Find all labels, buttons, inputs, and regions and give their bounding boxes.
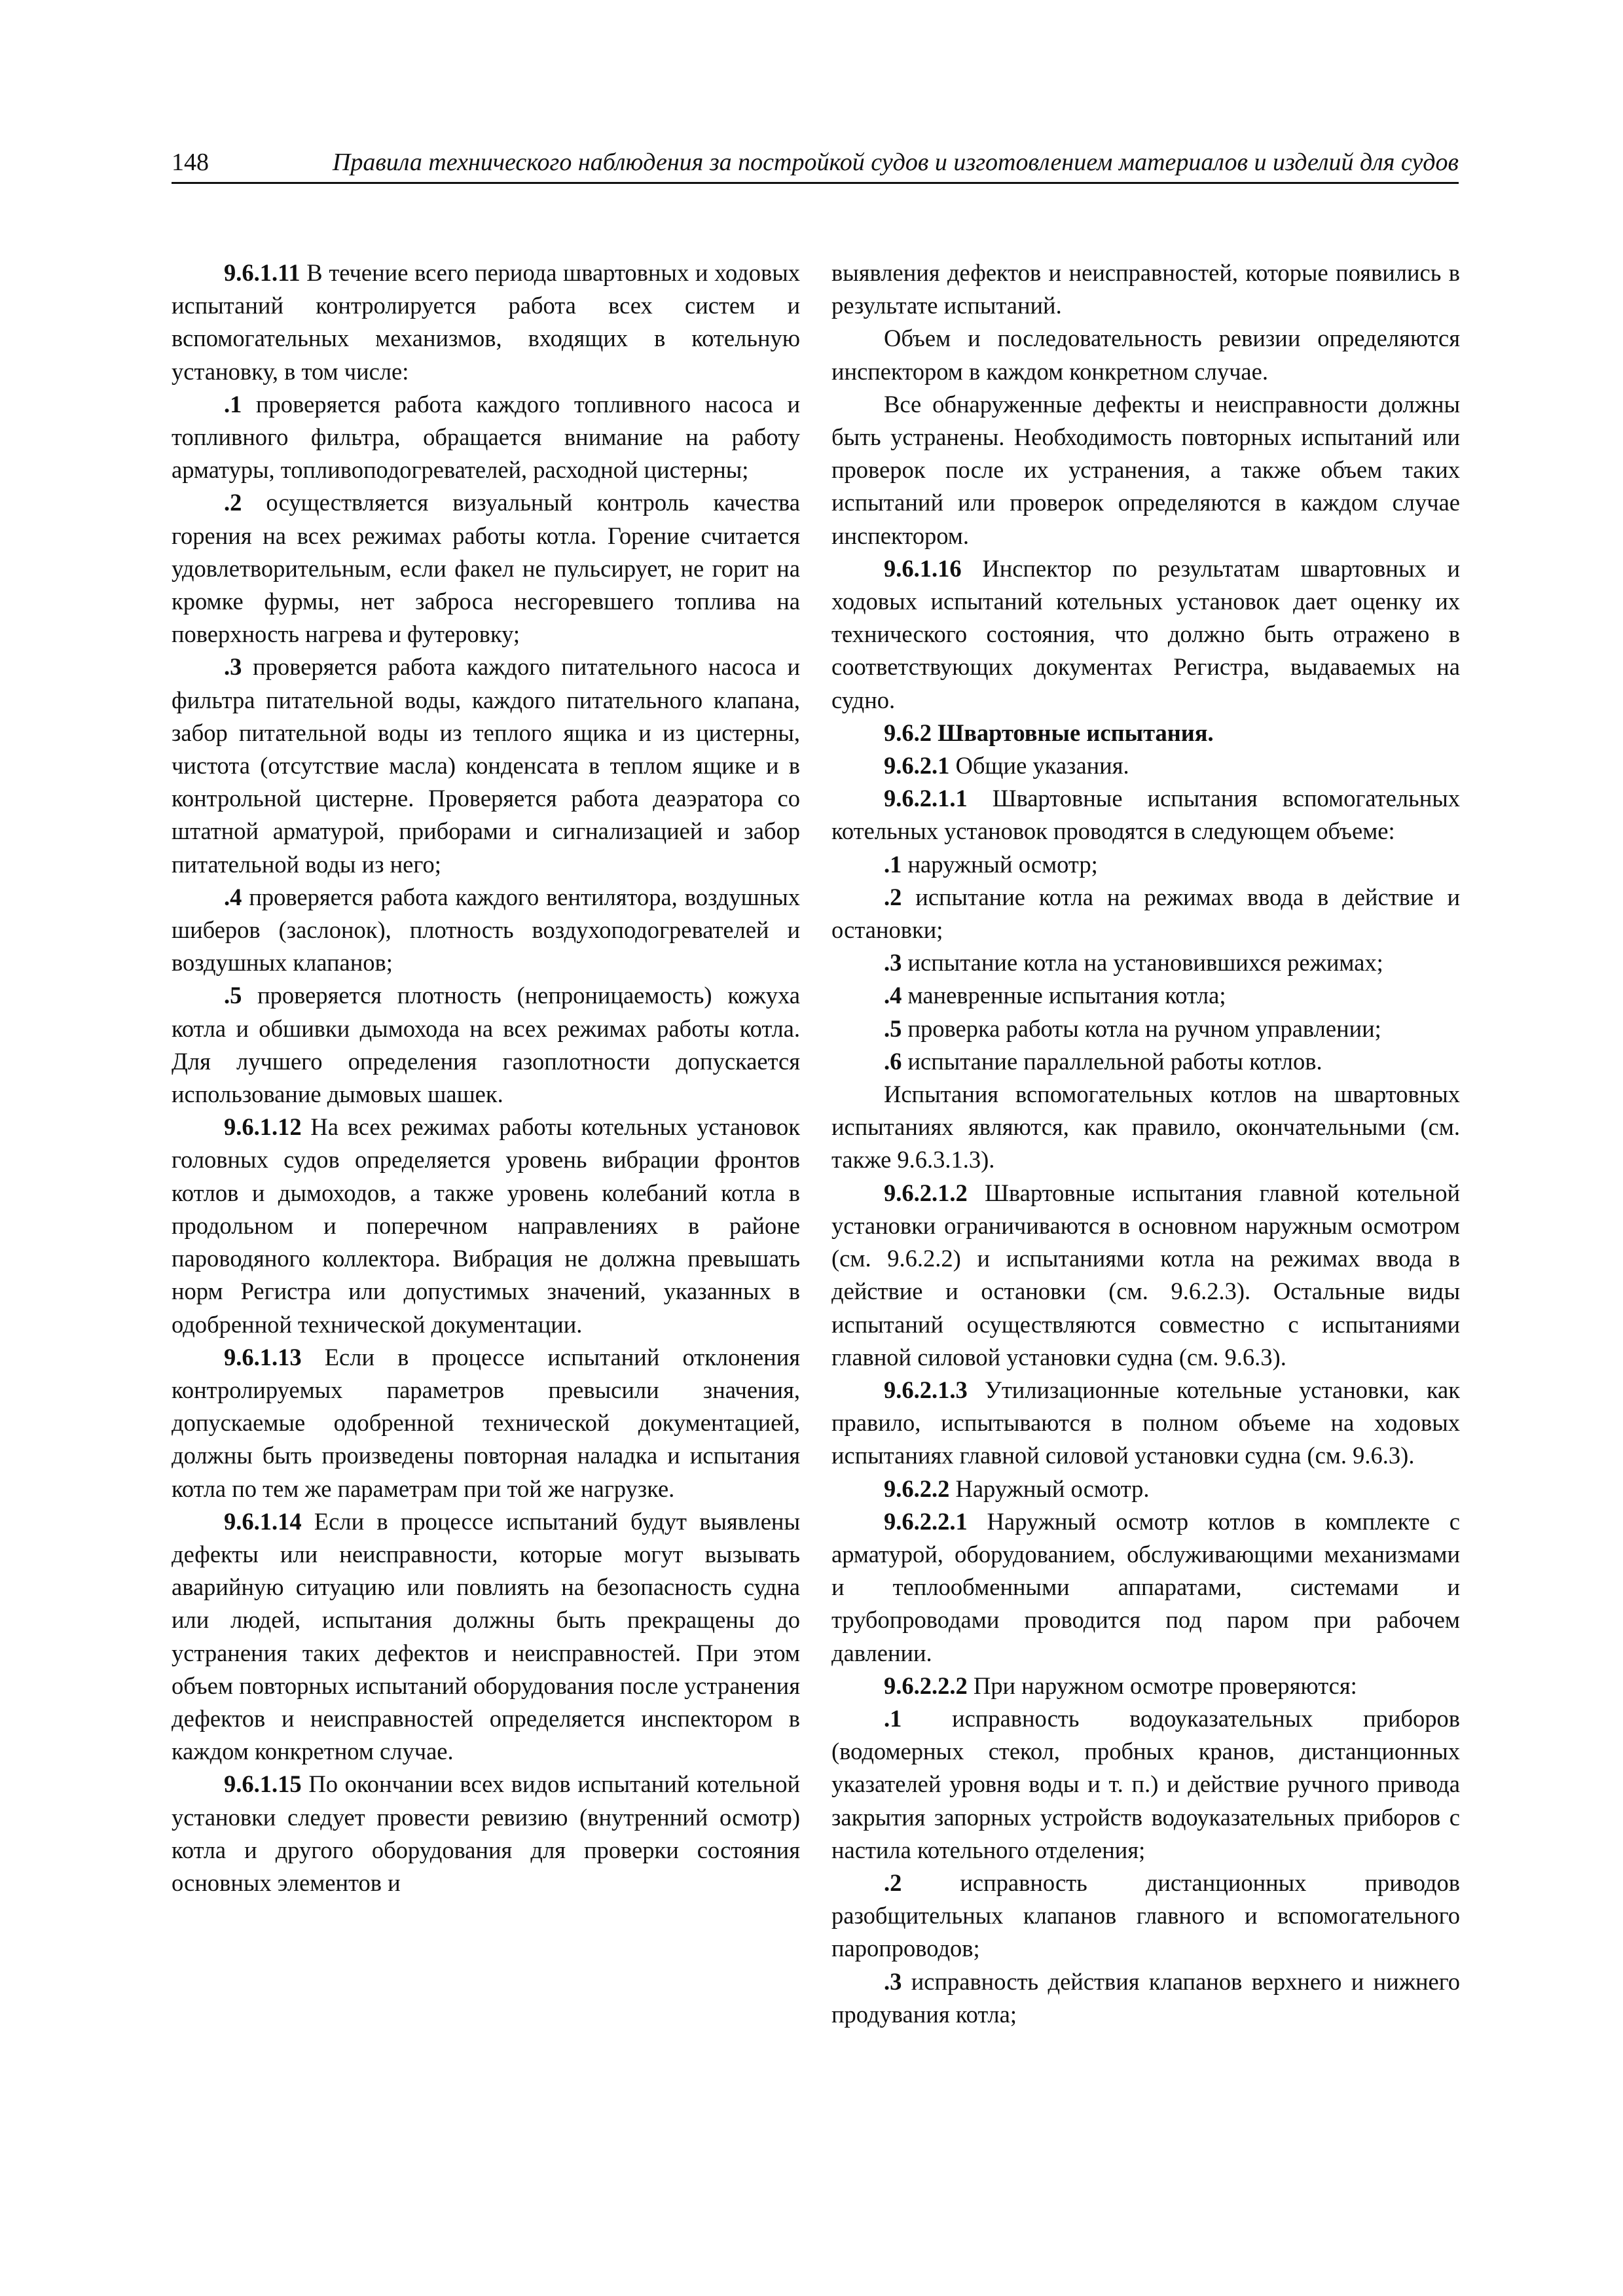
clause-number: 9.6.2.2 bbox=[884, 1475, 950, 1502]
clause-number: 9.6.1.11 bbox=[224, 259, 301, 286]
clause-number: .3 bbox=[884, 1967, 902, 1995]
clause-number: 9.6.1.13 bbox=[224, 1343, 302, 1371]
clause-number: 9.6.1.15 bbox=[224, 1770, 302, 1798]
paragraph-text: проверка работы котла на ручном управлении; bbox=[902, 1014, 1381, 1042]
paragraph bbox=[831, 1013, 1460, 1045]
clause-number: .1 bbox=[884, 1704, 902, 1732]
paragraph-text: проверяется плотность (непроницаемость) кожуха котла и обшивки дымохода на всех режимах работы котла. Для лучшего определения газоплотности допускается использование дымовых шашек. bbox=[172, 982, 800, 1108]
clause-number: .3 bbox=[884, 949, 902, 977]
paragraph bbox=[831, 717, 1460, 749]
paragraph bbox=[172, 1505, 800, 1768]
paragraph bbox=[831, 1078, 1460, 1177]
paragraph bbox=[831, 979, 1460, 1012]
clause-number: .1 bbox=[224, 390, 242, 418]
paragraph-text: Швартовные испытания вспомогательных котельных установок проводятся в следующем объеме: bbox=[831, 785, 1460, 845]
clause-number: .2 bbox=[224, 489, 242, 516]
paragraph bbox=[172, 1768, 800, 1899]
paragraph-text: осуществляется визуальный контроль качества горения на всех режимах работы котла. Горение считается удовлетворительным, если факел не пульсирует, не горит на кромке фурмы, нет заброса несгоревшего топлива на поверхность нагрева и футеровку; bbox=[172, 489, 800, 648]
paragraph-text: Наружный осмотр котлов в комплекте с арматурой, оборудованием, обслуживающими механизмами и теплообменными аппаратами, системами и трубопроводами проводится под паром при рабочем давлении. bbox=[831, 1507, 1460, 1666]
paragraph bbox=[831, 1965, 1460, 2031]
paragraph-text: испытание котла на режимах ввода в действие и остановки; bbox=[831, 883, 1460, 944]
paragraph bbox=[831, 1374, 1460, 1473]
clause-number: .5 bbox=[224, 982, 242, 1009]
paragraph bbox=[831, 552, 1460, 717]
clause-number: .3 bbox=[224, 653, 242, 681]
clause-number: 9.6.2.1.2 bbox=[884, 1179, 968, 1206]
paragraph bbox=[831, 1670, 1460, 1702]
paragraph bbox=[831, 749, 1460, 782]
paragraph-text: исправность дистанционных приводов разобщительных клапанов главного и вспомогательного паропроводов; bbox=[831, 1869, 1460, 1962]
running-title: Правила технического наблюдения за постройкой судов и изготовлением материалов и изделий для судов bbox=[332, 149, 1459, 176]
clause-number: .4 bbox=[884, 982, 902, 1009]
clause-number: 9.6.2.2.1 bbox=[884, 1507, 968, 1535]
paragraph bbox=[831, 322, 1460, 387]
clause-number: 9.6.2.1 bbox=[884, 752, 950, 780]
paragraph bbox=[172, 388, 800, 487]
paragraph bbox=[831, 257, 1460, 322]
paragraph-text: выявления дефектов и неисправностей, которые появились в результате испытаний. bbox=[831, 259, 1460, 319]
clause-number: 9.6.2 Швартовные испытания. bbox=[884, 719, 1214, 746]
paragraph bbox=[831, 1702, 1460, 1867]
paragraph-text: маневренные испытания котла; bbox=[902, 982, 1226, 1009]
paragraph-text: Объем и последовательность ревизии определяются инспектором в каждом конкретном случае. bbox=[831, 325, 1460, 385]
paragraph-text: Если в процессе испытаний будут выявлены дефекты или неисправности, которые могут вызывать аварийную ситуацию или повлиять на безопасность судна или людей, испытания должны быть прекращены до устранения таких дефектов и неисправностей. При этом объем повторных испытаний оборудования после устранения дефектов и неисправностей определяется инспектором в каждом конкретном случае. bbox=[172, 1507, 800, 1765]
clause-number: 9.6.2.1.1 bbox=[884, 785, 968, 812]
page-header bbox=[172, 145, 1459, 184]
paragraph bbox=[831, 388, 1460, 552]
paragraph-text: проверяется работа каждого вентилятора, воздушных шиберов (заслонок), плотность воздухоподогревателей и воздушных клапанов; bbox=[172, 883, 800, 977]
paragraph bbox=[172, 257, 800, 388]
clause-number: 9.6.1.14 bbox=[224, 1507, 302, 1535]
clause-number: 9.6.1.12 bbox=[224, 1113, 302, 1141]
paragraph-text: Швартовные испытания главной котельной установки ограничиваются в основном наружным осмотром (см. 9.6.2.2) и испытаниями котла на режимах ввода в действие и остановки (см. 9.6.2.3). Остальные виды испытаний осуществляются совместно с испытаниями главной силовой установки судна (см. 9.6.3). bbox=[831, 1179, 1460, 1371]
paragraph-text: испытание котла на установившихся режимах; bbox=[902, 949, 1383, 977]
page-number: 148 bbox=[172, 149, 209, 176]
paragraph bbox=[831, 946, 1460, 979]
paragraph-text: испытание параллельной работы котлов. bbox=[902, 1047, 1322, 1075]
paragraph bbox=[172, 651, 800, 880]
paragraph bbox=[172, 1341, 800, 1505]
paragraph bbox=[831, 1177, 1460, 1374]
paragraph-text: Наружный осмотр. bbox=[949, 1475, 1150, 1502]
paragraph-text: исправность водоуказательных приборов (водомерных стекол, пробных кранов, дистанционных указателей уровня воды и т. п.) и действие ручного привода закрытия запорных устройств водоуказательных приборов с настила котельного отделения; bbox=[831, 1704, 1460, 1863]
clause-number: .2 bbox=[884, 1869, 902, 1896]
paragraph bbox=[831, 1505, 1460, 1670]
paragraph bbox=[831, 881, 1460, 946]
right-column bbox=[831, 257, 1460, 2031]
paragraph bbox=[831, 1473, 1460, 1505]
left-column bbox=[172, 257, 800, 1899]
clause-number: 9.6.2.1.3 bbox=[884, 1376, 968, 1403]
paragraph-text: проверяется работа каждого топливного насоса и топливного фильтра, обращается внимание на работу арматуры, топливоподогревателей, расходной цистерны; bbox=[172, 390, 800, 484]
paragraph-text: Инспектор по результатам швартовных и ходовых испытаний котельных установок дает оценку их технического состояния, что должно быть отражено в соответствующих документах Регистра, выдаваемых на судно. bbox=[831, 554, 1460, 713]
paragraph-text: Если в процессе испытаний отклонения контролируемых параметров превысили значения, допускаемые одобренной технической документацией, должны быть произведены повторная наладка и испытания котла по тем же параметрам при той же нагрузке. bbox=[172, 1343, 800, 1502]
clause-number: 9.6.1.16 bbox=[884, 554, 962, 582]
clause-number: .1 bbox=[884, 850, 902, 878]
clause-number: .5 bbox=[884, 1014, 902, 1042]
clause-number: .2 bbox=[884, 883, 902, 910]
paragraph bbox=[831, 1867, 1460, 1965]
paragraph-text: исправность действия клапанов верхнего и нижнего продувания котла; bbox=[831, 1967, 1460, 2028]
paragraph-text: Утилизационные котельные установки, как правило, испытываются в полном объеме на ходовых испытаниях главной силовой установки судна (см. 9.6.3). bbox=[831, 1376, 1460, 1469]
paragraph bbox=[172, 486, 800, 651]
paragraph-text: При наружном осмотре проверяются: bbox=[967, 1672, 1357, 1699]
paragraph-text: Испытания вспомогательных котлов на швартовных испытаниях являются, как правило, окончательными (см. также 9.6.3.1.3). bbox=[831, 1081, 1460, 1174]
paragraph-text: Все обнаруженные дефекты и неисправности должны быть устранены. Необходимость повторных испытаний или проверок после их устранения, а также объем таких испытаний или проверок определяются в каждом случае инспектором. bbox=[831, 390, 1460, 549]
clause-number: .6 bbox=[884, 1047, 902, 1075]
paragraph-text: По окончании всех видов испытаний котельной установки следует провести ревизию (внутренний осмотр) котла и другого оборудования для проверки состояния основных элементов и bbox=[172, 1770, 800, 1896]
paragraph bbox=[831, 848, 1460, 881]
paragraph-text: В течение всего периода швартовных и ходовых испытаний контролируется работа всех систем и вспомогательных механизмов, входящих в котельную установку, в том числе: bbox=[172, 259, 800, 385]
paragraph-text: На всех режимах работы котельных установок головных судов определяется уровень вибрации фронтов котлов и дымоходов, а также уровень колебаний котла в продольном и поперечном направлениях в районе пароводяного коллектора. Вибрация не должна превышать норм Регистра или допустимых значений, указанных в одобренной технической документации. bbox=[172, 1113, 800, 1338]
paragraph bbox=[831, 782, 1460, 848]
paragraph bbox=[831, 1045, 1460, 1078]
paragraph-text: Общие указания. bbox=[949, 752, 1129, 780]
paragraph bbox=[172, 979, 800, 1111]
clause-number: 9.6.2.2.2 bbox=[884, 1672, 968, 1699]
paragraph bbox=[172, 881, 800, 980]
paragraph bbox=[172, 1111, 800, 1340]
paragraph-text: проверяется работа каждого питательного насоса и фильтра питательной воды, каждого питательного клапана, забор питательной воды из теплого ящика и из цистерны, чистота (отсутствие масла) конденсата в теплом ящике и в контрольной цистерне. Проверяется работа деаэратора со штатной арматурой, приборами и сигнализацией и забор питательной воды из него; bbox=[172, 653, 800, 878]
clause-number: .4 bbox=[224, 883, 242, 910]
paragraph-text: наружный осмотр; bbox=[902, 850, 1098, 878]
